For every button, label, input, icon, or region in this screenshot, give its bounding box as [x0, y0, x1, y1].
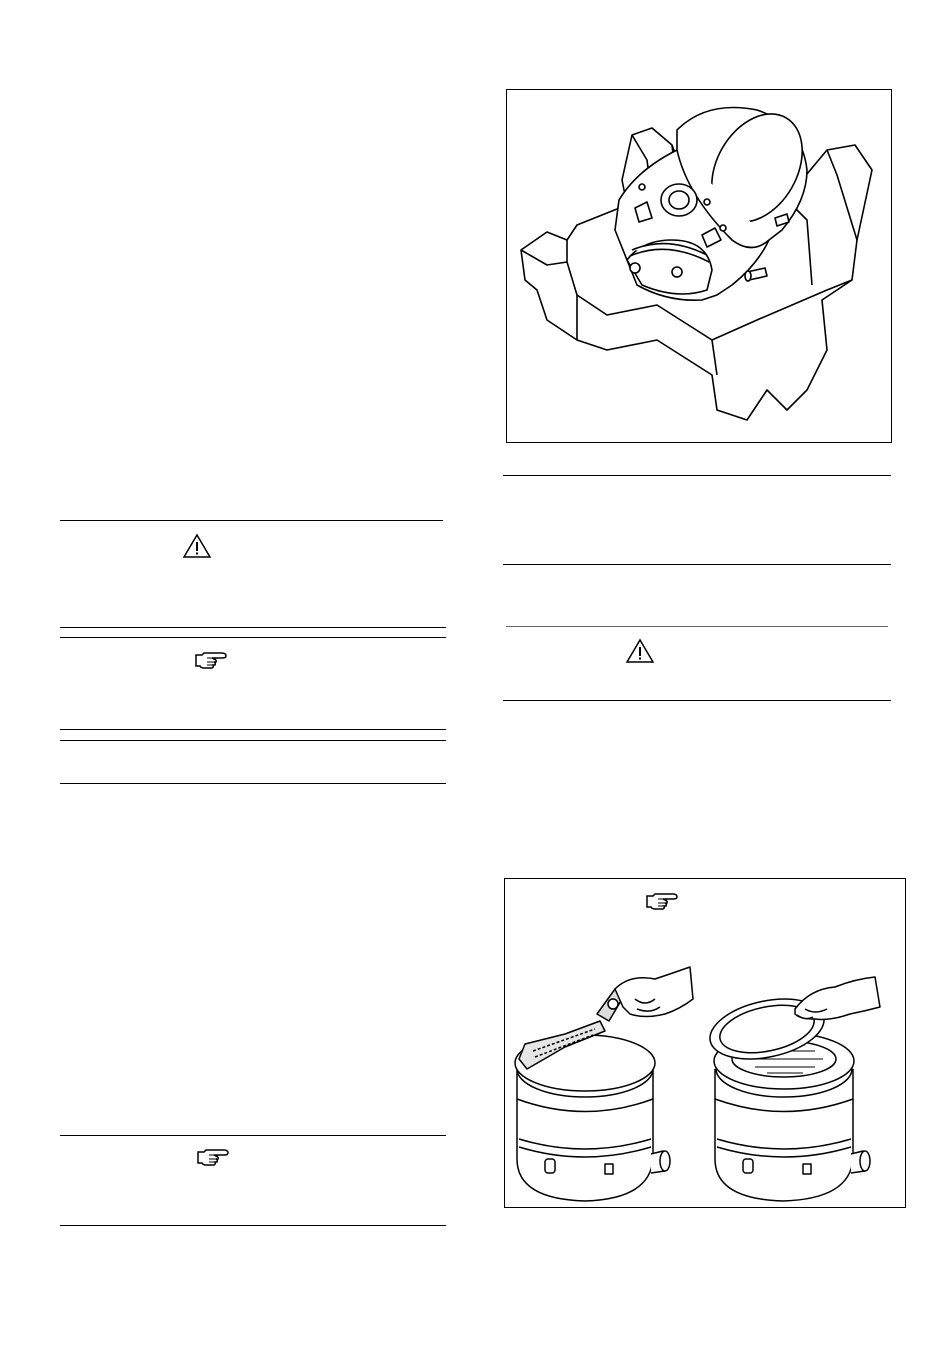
note-bottom-rule [60, 783, 446, 784]
warning-top-rule [60, 520, 443, 521]
pointing-hand-icon [196, 1147, 230, 1167]
warning-bottom-rule [503, 700, 891, 701]
note-bottom-rule [503, 564, 891, 565]
note-bottom-rule [60, 729, 446, 730]
pump-on-base-illustration [507, 90, 891, 442]
note-top-rule [60, 637, 446, 638]
warning-top-rule [506, 626, 888, 627]
warning-triangle-icon [182, 533, 212, 559]
pointing-hand-icon [645, 891, 679, 911]
figure-pump-on-base [506, 89, 892, 443]
figure-remove-cover [504, 878, 906, 1208]
cover-removal-illustration [505, 959, 905, 1207]
note-top-rule [503, 475, 891, 476]
note-bottom-rule [60, 1225, 446, 1226]
note-top-rule [60, 740, 446, 741]
pointing-hand-icon [194, 650, 228, 670]
warning-triangle-icon [625, 638, 655, 664]
warning-bottom-rule [60, 627, 446, 628]
note-top-rule [60, 1135, 446, 1136]
